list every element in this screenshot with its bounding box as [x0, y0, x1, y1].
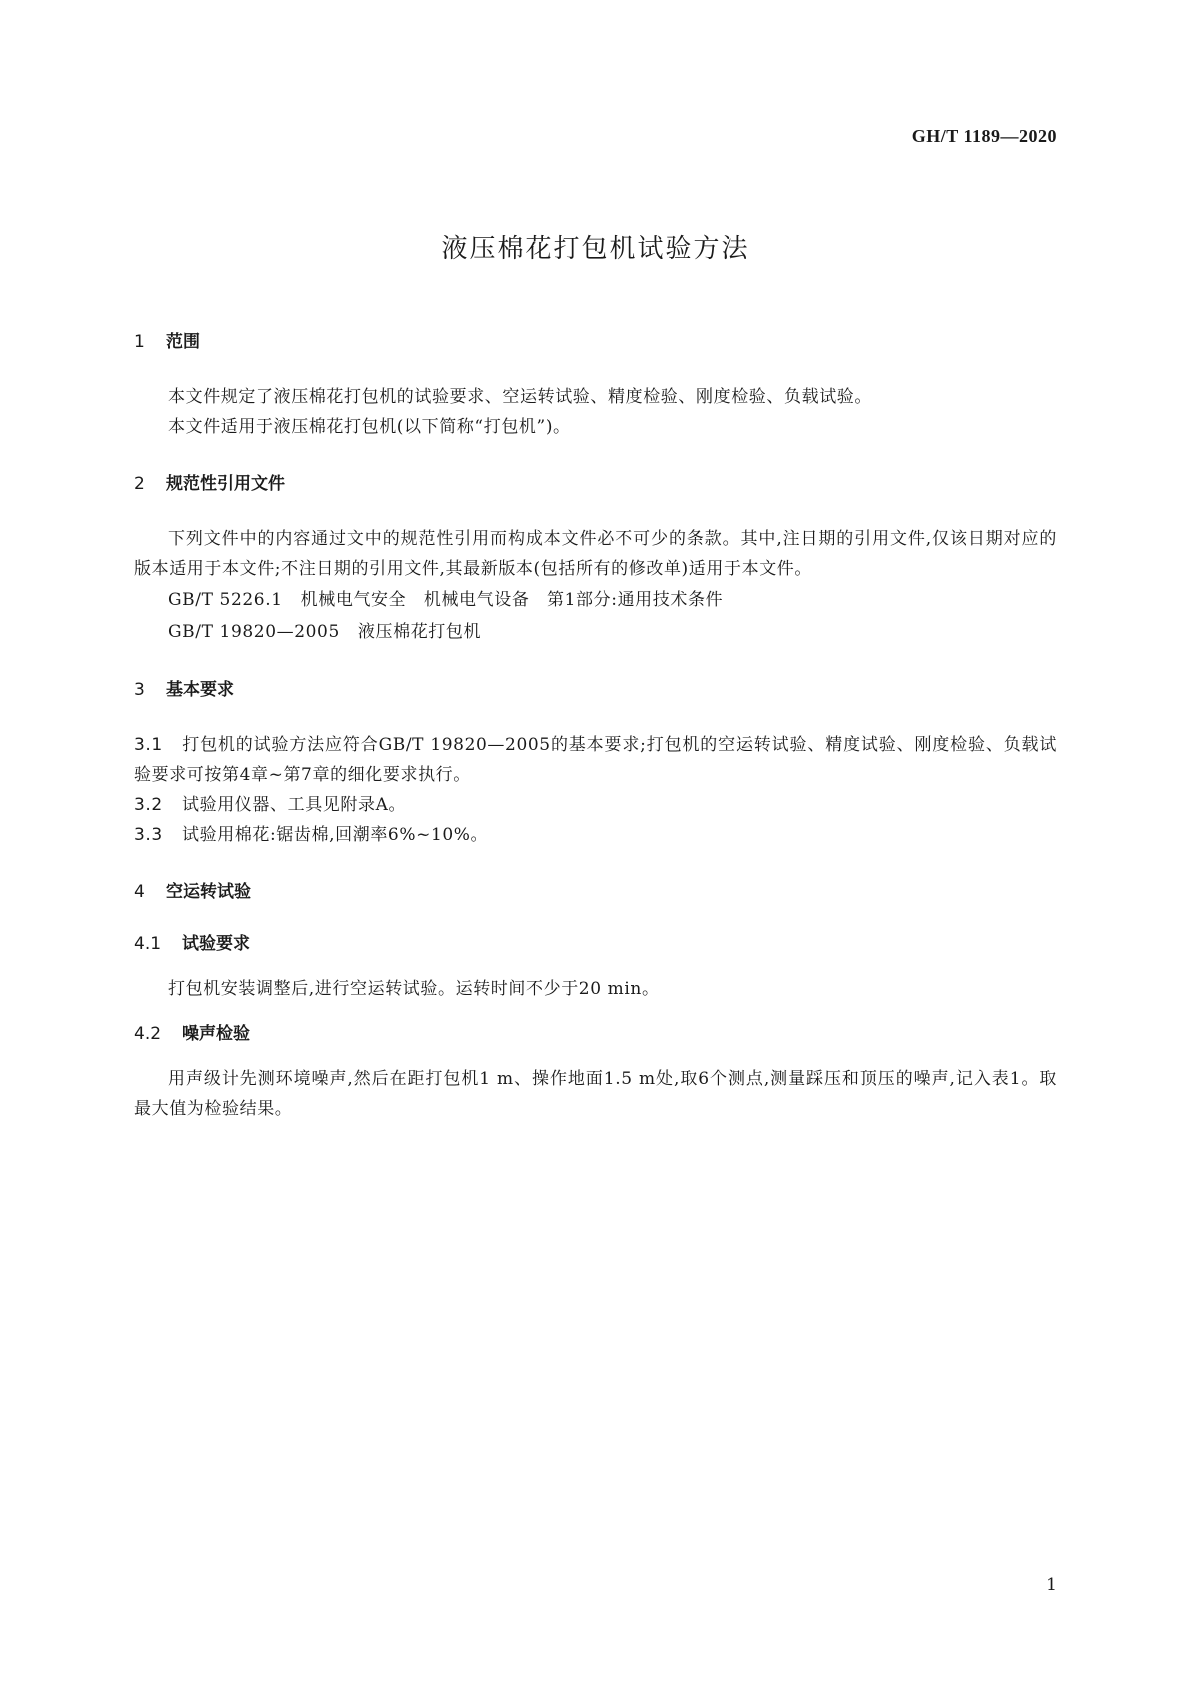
scope-paragraph-2: 本文件适用于液压棉花打包机(以下简称“打包机”)。: [168, 417, 571, 437]
clause-3-1: [134, 730, 1057, 790]
section-title: 范围: [166, 332, 200, 352]
reference-item: [134, 616, 1057, 648]
document-body: [134, 330, 1057, 1124]
reference-title: 机械电气安全 机械电气设备 第1部分:通用技术条件: [300, 590, 724, 610]
section-title: 规范性引用文件: [166, 474, 285, 494]
reference-code: GB/T 19820—2005: [168, 622, 340, 642]
reference-code: GB/T 5226.1: [168, 590, 283, 610]
reference-title: 液压棉花打包机: [357, 622, 482, 642]
subsection-4-1-text: 打包机安装调整后,进行空运转试验。运转时间不少于20 min。: [168, 979, 660, 999]
clause-number: 3.3: [134, 825, 163, 845]
scope-paragraph-1: 本文件规定了液压棉花打包机的试验要求、空运转试验、精度检验、刚度检验、负载试验。: [168, 387, 872, 407]
clause-number: 3.1: [134, 735, 163, 755]
subsection-number: 4.1: [134, 934, 162, 954]
clause-number: 3.2: [134, 795, 163, 815]
section-number: 3: [134, 680, 145, 700]
standard-code: GH/T 1189—2020: [911, 126, 1057, 146]
subsection-4-1-heading: [134, 932, 1057, 956]
clause-text: 试验用仪器、工具见附录A。: [182, 795, 407, 815]
subsection-title: 试验要求: [182, 934, 250, 954]
subsection-number: 4.2: [134, 1024, 162, 1044]
clause-text: 打包机的试验方法应符合GB/T 19820—2005的基本要求;打包机的空运转试验、精度试验、刚度检验、负载试验要求可按第4章~第7章的细化要求执行。: [134, 735, 1057, 785]
subsection-title: 噪声检验: [182, 1024, 250, 1044]
reference-item: [134, 584, 1057, 616]
section-number: 1: [134, 332, 145, 352]
clause-text: 试验用棉花:锯齿棉,回潮率6%~10%。: [182, 825, 489, 845]
subsection-4-2-text: 用声级计先测环境噪声,然后在距打包机1 m、操作地面1.5 m处,取6个测点,测量踩压和顶压的噪声,记入表1。取最大值为检验结果。: [134, 1069, 1057, 1119]
clause-3-2: [134, 790, 1057, 820]
section-title: 基本要求: [166, 680, 234, 700]
clause-3-3: [134, 820, 1057, 850]
normative-references-paragraph: 下列文件中的内容通过文中的规范性引用而构成本文件必不可少的条款。其中,注日期的引用文件,仅该日期对应的版本适用于本文件;不注日期的引用文件,其最新版本(包括所有的修改单)适用于本文件。: [134, 529, 1057, 579]
section-2-heading: [134, 472, 1057, 496]
section-3-heading: [134, 678, 1057, 702]
section-title: 空运转试验: [166, 882, 251, 902]
section-4-heading: [134, 880, 1057, 904]
section-number: 2: [134, 474, 145, 494]
subsection-4-2-heading: [134, 1022, 1057, 1046]
section-1-heading: [134, 330, 1057, 354]
page-number: 1: [1046, 1575, 1057, 1595]
document-title: 液压棉花打包机试验方法: [441, 234, 750, 264]
section-number: 4: [134, 882, 145, 902]
